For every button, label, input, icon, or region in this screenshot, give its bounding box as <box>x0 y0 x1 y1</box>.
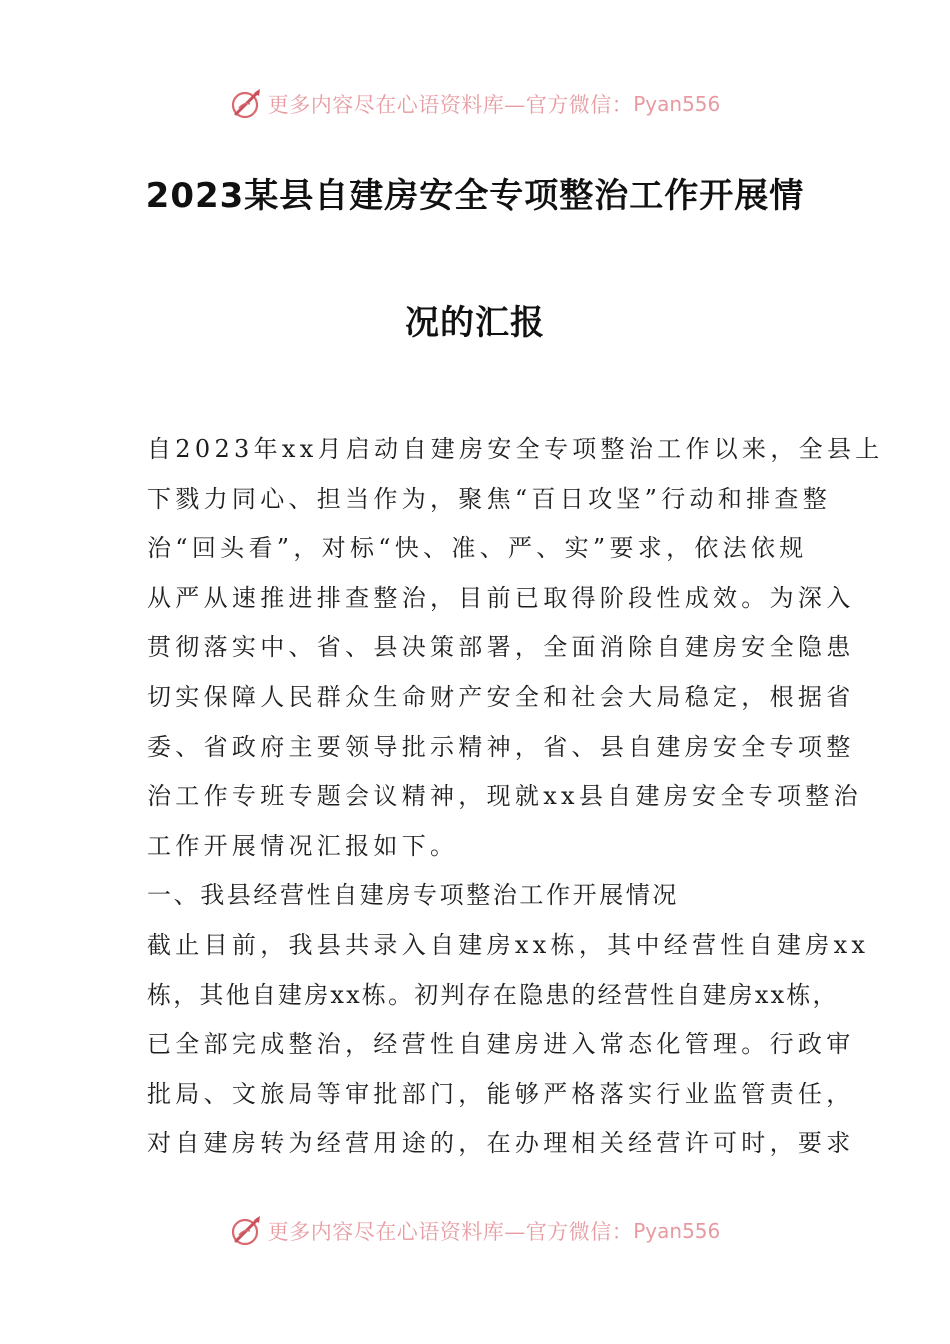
paragraph-1-line: 切实保障人民群众生命财产安全和社会大局稳定，根据省 <box>147 682 855 711</box>
pen-logo-icon <box>230 87 264 121</box>
section-1-heading: 一、我县经营性自建房专项整治工作开展情况 <box>147 881 679 910</box>
paragraph-2-line: 截止目前，我县共录入自建房xx栋，其中经营性自建房xx <box>147 930 870 959</box>
watermark-wechat-id: Pyan556 <box>633 92 721 116</box>
watermark-text: 更多内容尽在心语资料库—官方微信： <box>267 93 634 117</box>
paragraph-1-line: 委、省政府主要领导批示精神，省、县自建房安全专项整 <box>147 732 855 761</box>
document-body <box>147 425 884 1169</box>
watermark-bottom <box>0 1211 950 1251</box>
watermark-text: 更多内容尽在心语资料库—官方微信： <box>267 1220 634 1244</box>
watermark-top <box>0 84 950 124</box>
document-title-line-1: 2023某县自建房安全专项整治工作开展情 <box>145 176 805 216</box>
paragraph-1-line: 治工作专班专题会议精神，现就xx县自建房安全专项整治 <box>147 782 862 811</box>
paragraph-2-line: 已全部完成整治，经营性自建房进入常态化管理。行政审 <box>147 1030 855 1059</box>
paragraph-2-line: 栋，其他自建房xx栋。初判存在隐患的经营性自建房xx栋， <box>147 980 839 1009</box>
paragraph-2-line: 批局、文旅局等审批部门，能够严格落实行业监管责任， <box>147 1079 855 1108</box>
watermark-wechat-id: Pyan556 <box>633 1219 721 1243</box>
paragraph-2-line: 对自建房转为经营用途的，在办理相关经营许可时，要求 <box>147 1129 855 1158</box>
pen-logo-icon <box>230 1214 264 1248</box>
paragraph-1-line: 贯彻落实中、省、县决策部署，全面消除自建房安全隐患 <box>147 633 855 662</box>
paragraph-1-line: 治“回头看”，对标“快、准、严、实”要求，依法依规 <box>147 534 808 563</box>
document-title-line-2: 况的汇报 <box>405 303 545 343</box>
paragraph-1-line: 下戮力同心、担当作为，聚焦“百日攻坚”行动和排查整 <box>147 484 832 513</box>
paragraph-1-line: 自2023年xx月启动自建房安全专项整治工作以来，全县上 <box>147 435 884 463</box>
paragraph-1-line: 工作开展情况汇报如下。 <box>147 831 459 860</box>
paragraph-1-line: 从严从速推进排查整治，目前已取得阶段性成效。为深入 <box>147 583 855 612</box>
